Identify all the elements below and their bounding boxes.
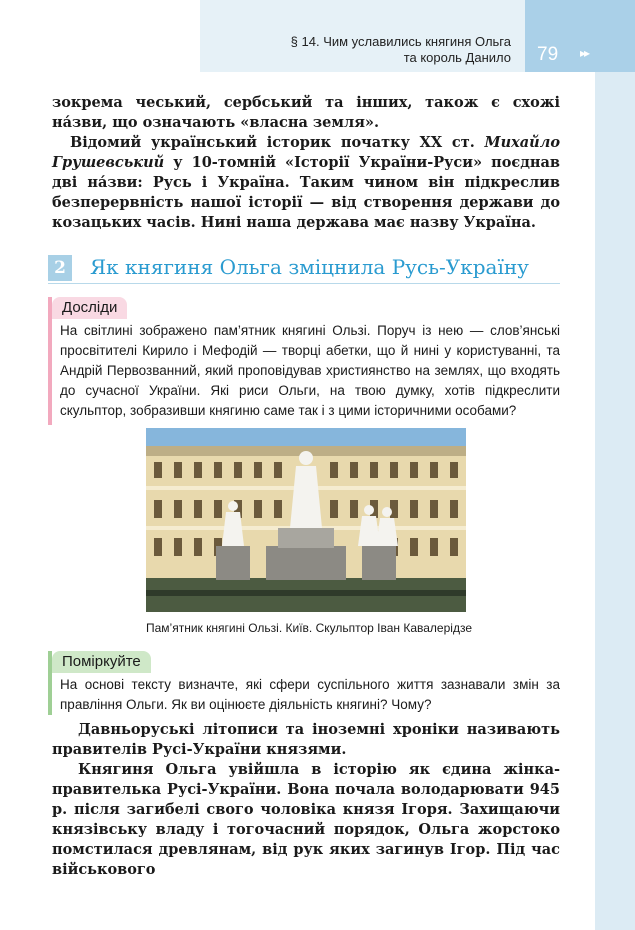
paragraph-2: [52, 133, 560, 233]
historian-name: Михайло Грушевський: [52, 134, 560, 171]
side-margin-strip: [595, 72, 635, 930]
page-number-tab: [525, 0, 635, 72]
chapter-title: [291, 34, 511, 66]
task-text-explore: На світлині зображено пам’ятник княгині Ользі. Поруч із нею — слов’янські просвітителі Кирило і Мефодій — творці абетки, що й нині у користуванні, та Андрій Первозванний, який проповідував християнство на землях, що входять до сучасної України. Які риси Ольги, на твою думку, хотів підкреслити скульптор, зобразивши княгиню саме так і з цими історичними особами?: [60, 323, 560, 418]
monument-photo: [146, 428, 466, 612]
task-label-think: Поміркуйте: [52, 651, 151, 673]
task-bar-think: [48, 651, 52, 715]
paragraph-3: Давньоруські літописи та іноземні хроніки називають правителів Русі-України князями.: [52, 721, 560, 758]
section-title: Як княгиня Ольга зміцнила Русь-Україну: [90, 255, 529, 279]
next-arrows-icon: ▸▸: [580, 46, 589, 60]
task-text-think: На основі тексту визначте, які сфери суспільного життя зазнавали змін за правління Ольги. Як ви оцінюєте діяльність княгині? Чому?: [60, 677, 560, 712]
paragraph-2-start: Відомий український історик початку ХХ ст.: [70, 134, 485, 151]
task-label-explore: Досліди: [52, 297, 127, 319]
chapter-title-line2: та король Данило: [403, 50, 511, 65]
paragraph-2-end: у 10-томній «Історії України-Руси» поєднав дві на́зви: Русь і Україна. Таким чином він підкреслив безперервність нашої історії — від створення держави до козацьких часів. Нині наша держава має назву Україна.: [52, 154, 560, 231]
chapter-title-line1: § 14. Чим уславились княгиня Ольга: [290, 34, 511, 49]
section-heading: [48, 253, 560, 284]
photo-caption: Пам’ятник княгині Ользі. Київ. Скульптор Іван Кавалерідзе: [146, 621, 472, 635]
page-header: [200, 0, 525, 72]
paragraph-4: Княгиня Ольга увійшла в історію як єдина жінка-правителька Русі-України. Вона почала володарювати 945 р. після загибелі свого чоловіка князя Ігоря. Захищаючи князівську владу і тогочасний порядок, Ольга жорстоко помстилася древлянам, від рук яких загинув Ігор. Під час військового: [52, 761, 560, 878]
page-number: 79: [537, 44, 559, 65]
section-number: 2: [48, 255, 72, 281]
paragraph-1: зокрема чеський, сербський та інших, також є схожі на́зви, що означають «власна земля».: [52, 94, 560, 131]
task-bar-explore: [48, 297, 52, 425]
